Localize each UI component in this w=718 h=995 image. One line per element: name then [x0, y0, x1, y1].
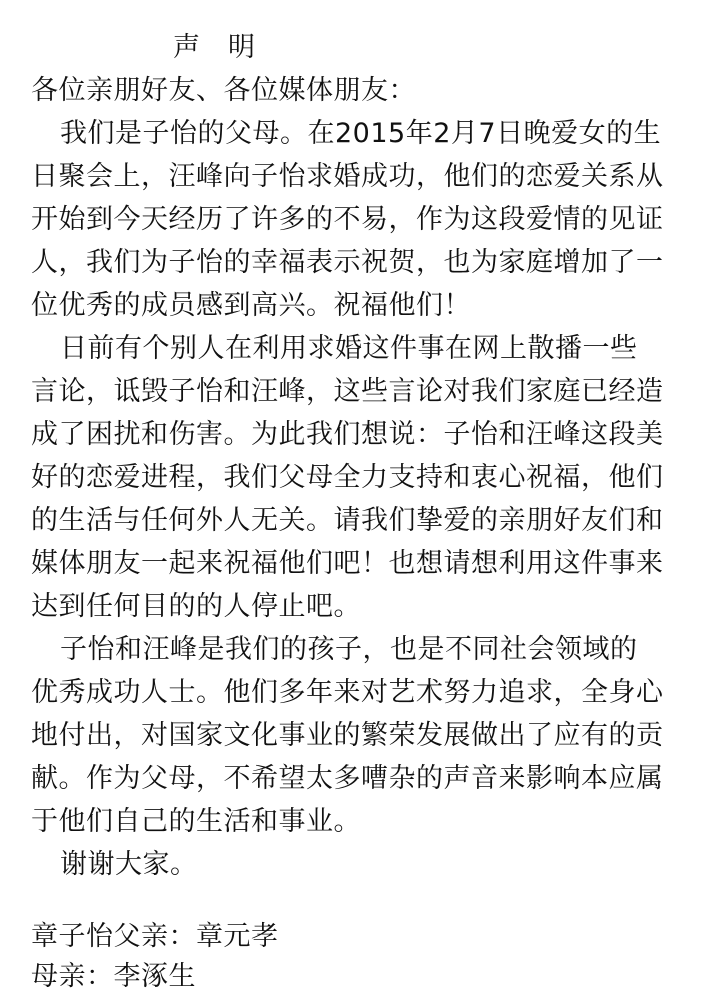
paragraph-1-line-2: 日聚会上，汪峰向子怡求婚成功，他们的恋爱关系从 [31, 161, 664, 192]
paragraph-3-line-1: 子怡和汪峰是我们的孩子，也是不同社会领域的 [60, 634, 638, 665]
title-char-2: 明 [228, 32, 255, 63]
paragraph-3-line-3: 地付出，对国家文化事业的繁荣发展做出了应有的贡 [31, 720, 664, 751]
paragraph-2-line-1: 日前有个别人在利用求婚这件事在网上散播一些 [60, 333, 638, 364]
paragraph-2-line-6: 媒体朋友一起来祝福他们吧！也想请想利用这件事来 [31, 548, 664, 579]
paragraph-2-line-2: 言论，诋毁子怡和汪峰，这些言论对我们家庭已经造 [31, 376, 664, 407]
paragraph-2-line-3: 成了困扰和伤害。为此我们想说：子怡和汪峰这段美 [31, 419, 664, 450]
paragraph-1-line-4: 人，我们为子怡的幸福表示祝贺，也为家庭增加了一 [31, 247, 664, 278]
paragraph-2-line-4: 好的恋爱进程，我们父母全力支持和衷心祝福，他们 [31, 462, 664, 493]
signature-father: 章子怡父亲：章元孝 [31, 921, 279, 952]
signature-mother: 母亲：李涿生 [31, 961, 196, 992]
salutation: 各位亲朋好友、各位媒体朋友： [31, 75, 416, 106]
paragraph-1-line-3: 开始到今天经历了许多的不易，作为这段爱情的见证 [31, 204, 664, 235]
title-char-1: 声 [173, 32, 200, 63]
paragraph-3-line-4: 献。作为父母，不希望太多嘈杂的声音来影响本应属 [31, 763, 664, 794]
paragraph-3-line-5: 于他们自己的生活和事业。 [31, 806, 361, 837]
closing-thanks: 谢谢大家。 [60, 849, 198, 880]
paragraph-1-line-5: 位优秀的成员感到高兴。祝福他们！ [31, 290, 471, 321]
paragraph-3-line-2: 优秀成功人士。他们多年来对艺术努力追求，全身心 [31, 677, 664, 708]
statement-title [173, 31, 255, 65]
paragraph-1-line-1: 我们是子怡的父母。在2015年2月7日晚爱女的生 [60, 118, 662, 149]
paragraph-2-line-7: 达到任何目的的人停止吧。 [31, 591, 361, 622]
paragraph-2-line-5: 的生活与任何外人无关。请我们挚爱的亲朋好友们和 [31, 505, 664, 536]
